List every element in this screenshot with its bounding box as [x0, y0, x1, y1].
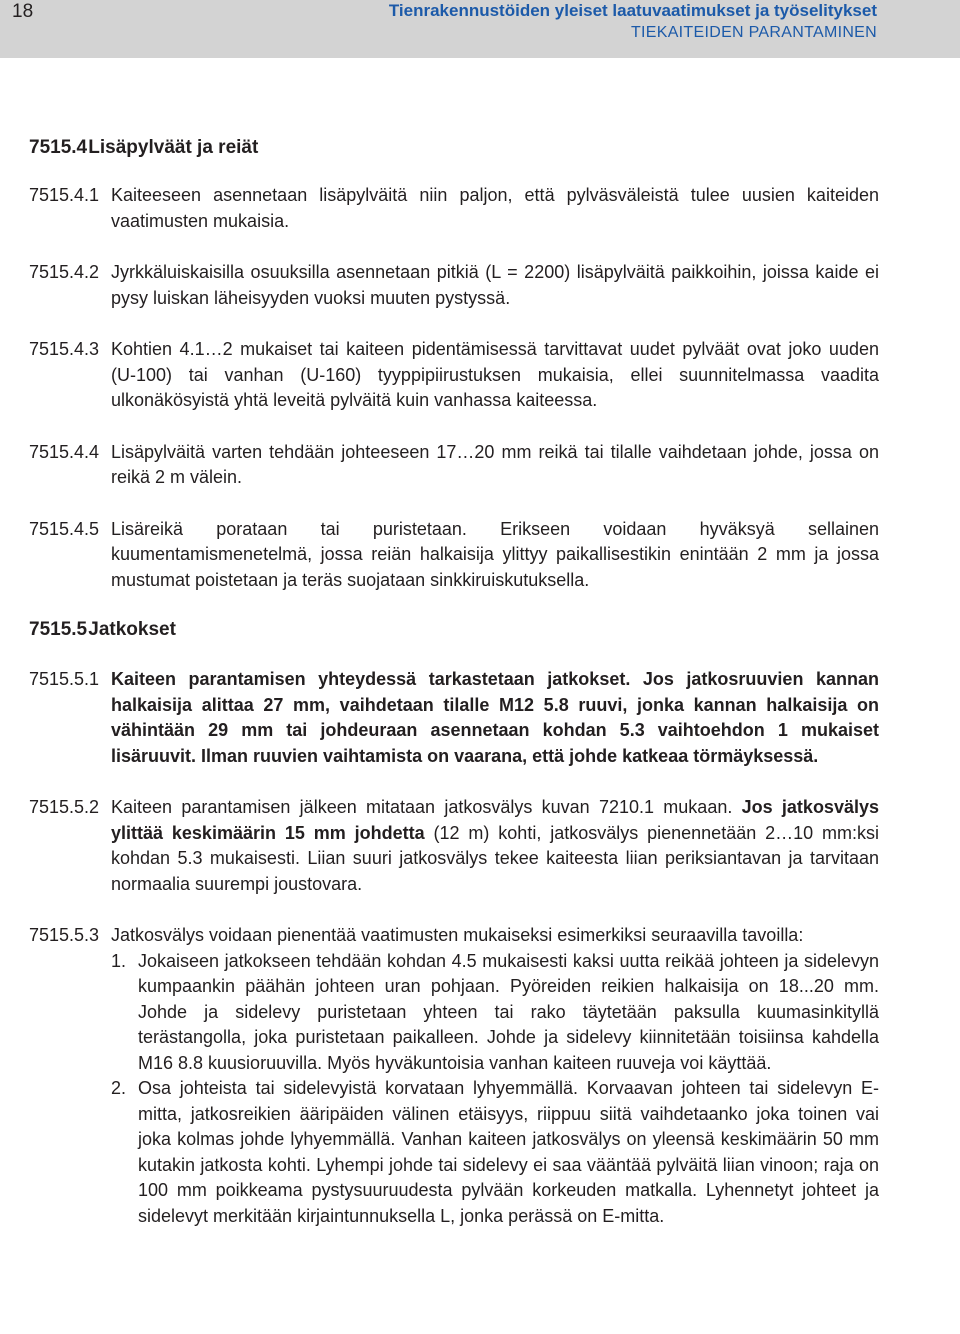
clause-text: Kaiteen parantamisen yhteydessä tarkastetaan jatkokset. Jos jatkosruuvien kannan halkaisija alittaa 27 mm, vaihdetaan tilalle M12 5.8 ruuvi, jonka kannan halkaisija on vähintään 29 mm tai johdeuraan asennetaan kohdan 5.3 vaihtoehdon 1 mukaiset lisäruuvit. Ilman ruuvien vaihtamista on vaarana, että johde katkeaa törmäyksessä.: [111, 669, 879, 766]
running-title-main: Tienrakennustöiden yleiset laatuvaatimukset ja työselitykset: [388, 1, 877, 20]
clause-number: 7515.5.3: [29, 925, 100, 945]
clause-number: 7515.4.1: [29, 185, 100, 205]
clause-7515-5-3: [29, 923, 879, 1229]
clause-text: Kaiteen parantamisen jälkeen mitataan jatkosvälys kuvan 7210.1 mukaan. Jos jatkosvälys ylittää keskimäärin 15 mm johdetta (12 m) kohti, jatkosvälys pienennetään 2…10 mm:ksi kohdan 5.3 mukaisesti. Liian suuri jatkosvälys tekee kaiteesta liian periksiantavan ja tarvitaan normaalia suurempi joustovara.: [111, 797, 880, 894]
list-item: [111, 949, 879, 1077]
clause-number: 7515.4.2: [29, 262, 100, 282]
clause-text: Lisäreikä porataan tai puristetaan. Erikseen voidaan hyväksyä sellainen kuumentamismenetelmä, jossa reiän halkaisija ylittyy paikallisestikin enintään 2 mm ja jossa mustumat poistetaan ja teräs suojataan sinkkiruiskutuksella.: [111, 518, 879, 590]
clause-number: 7515.5.2: [29, 797, 100, 817]
document-body: [29, 137, 879, 1229]
list-marker: 2.: [111, 1078, 127, 1098]
clause-7515-5-2: [29, 795, 879, 897]
clause-7515-4-2: [29, 260, 879, 311]
clause-text: Jyrkkäluiskaisilla osuuksilla asennetaan pitkiä (L = 2200) lisäpylväitä paikkoihin, joissa kaide ei pysy luiskan läheisyyden vuoksi muuten pystyssä.: [111, 262, 879, 308]
clause-7515-4-3: [29, 337, 879, 414]
emphasis: Jos jatkosvälys ylittää keskimäärin 15 mm johdetta: [111, 797, 879, 843]
clause-number: 7515.4.5: [29, 518, 100, 539]
running-title-sub: TIEKAITEIDEN PARANTAMINEN: [630, 24, 877, 41]
method-list: [111, 949, 879, 1230]
clause-7515-4-1: [29, 183, 879, 234]
clause-text: [111, 923, 879, 1229]
clause-intro: Jatkosvälys voidaan pienentää vaatimusten mukaiseksi esimerkiksi seuraavilla tavoilla:: [111, 925, 804, 945]
clause-number: 7515.4.4: [29, 441, 100, 462]
clause-text: Kaiteeseen asennetaan lisäpylväitä niin paljon, että pylväsväleistä tulee uusien kaiteiden vaatimusten mukaisia.: [111, 185, 879, 231]
list-item-text: Jokaiseen jatkokseen tehdään kohdan 4.5 mukaisesti kaksi uutta reikää johteen ja sidelevyn kumpaankin päähän johteen uran pohjaan. Pyöreiden reikien halkaisija on 18...20 mm. Johde ja sidelevy puristetaan yhteen tai rako täytetään paksulla kuumasinkityllä terästangolla, joka puristetaan paikalleen. Johde ja sidelevy kiinnitetään toisiinsa kahdella M16 8.8 kuusioruuvilla. Myös hyväkuntoisia vanhan kaiteen ruuveja voi käyttää.: [138, 950, 879, 1073]
list-marker: 1.: [111, 950, 127, 971]
running-title: [389, 0, 877, 44]
list-item-text: Osa johteista tai sidelevyistä korvataan lyhyemmällä. Korvaavan johteen tai sidelevyn E-mitta, jatkosreikien ääripäiden välinen etäisyys, riippuu siitä vaihdetaanko joka toinen vai joka kolmas johde lyhyemmällä. Vanhan kaiteen jatkosvälys on yleensä keskimäärin 50 mm kutakin jatkosta kohti. Lyhempi johde tai sidelevy ei saa vääntää pylväitä liian vinoon; raja on 100 mm poikkeama pystysuuruudesta pylvään korkeuden matkalla. Lyhennetyt johteet ja sidelevyt merkitään kirjaintunnuksella L, jonka perässä on E-mitta.: [138, 1078, 879, 1226]
clause-7515-4-4: [29, 440, 879, 491]
section-heading-7515-4: 7515.4 Lisäpylväät ja reiät: [29, 137, 259, 158]
clause-number: 7515.5.1: [29, 669, 100, 689]
page-number: 18: [12, 1, 34, 22]
list-item: [111, 1076, 879, 1229]
clause-7515-5-1: [29, 667, 879, 769]
clause-7515-4-5: [29, 517, 879, 594]
section-heading-7515-5: 7515.5 Jatkokset: [29, 619, 176, 640]
clause-text: Kohtien 4.1…2 mukaiset tai kaiteen pidentämisessä tarvittavat uudet pylväät ovat joko uuden (U-100) tai vanhan (U-160) tyyppipiirustuksen mukaisia, ellei suunnitelmassa vaadita ulkonäkösyistä yhtä leveitä pylväitä kuin vanhassa kaiteessa.: [111, 339, 879, 410]
clause-number: 7515.4.3: [29, 339, 100, 359]
clause-text: Lisäpylväitä varten tehdään johteeseen 17…20 mm reikä tai tilalle vaihdetaan johde, jossa on reikä 2 m välein.: [111, 441, 879, 487]
